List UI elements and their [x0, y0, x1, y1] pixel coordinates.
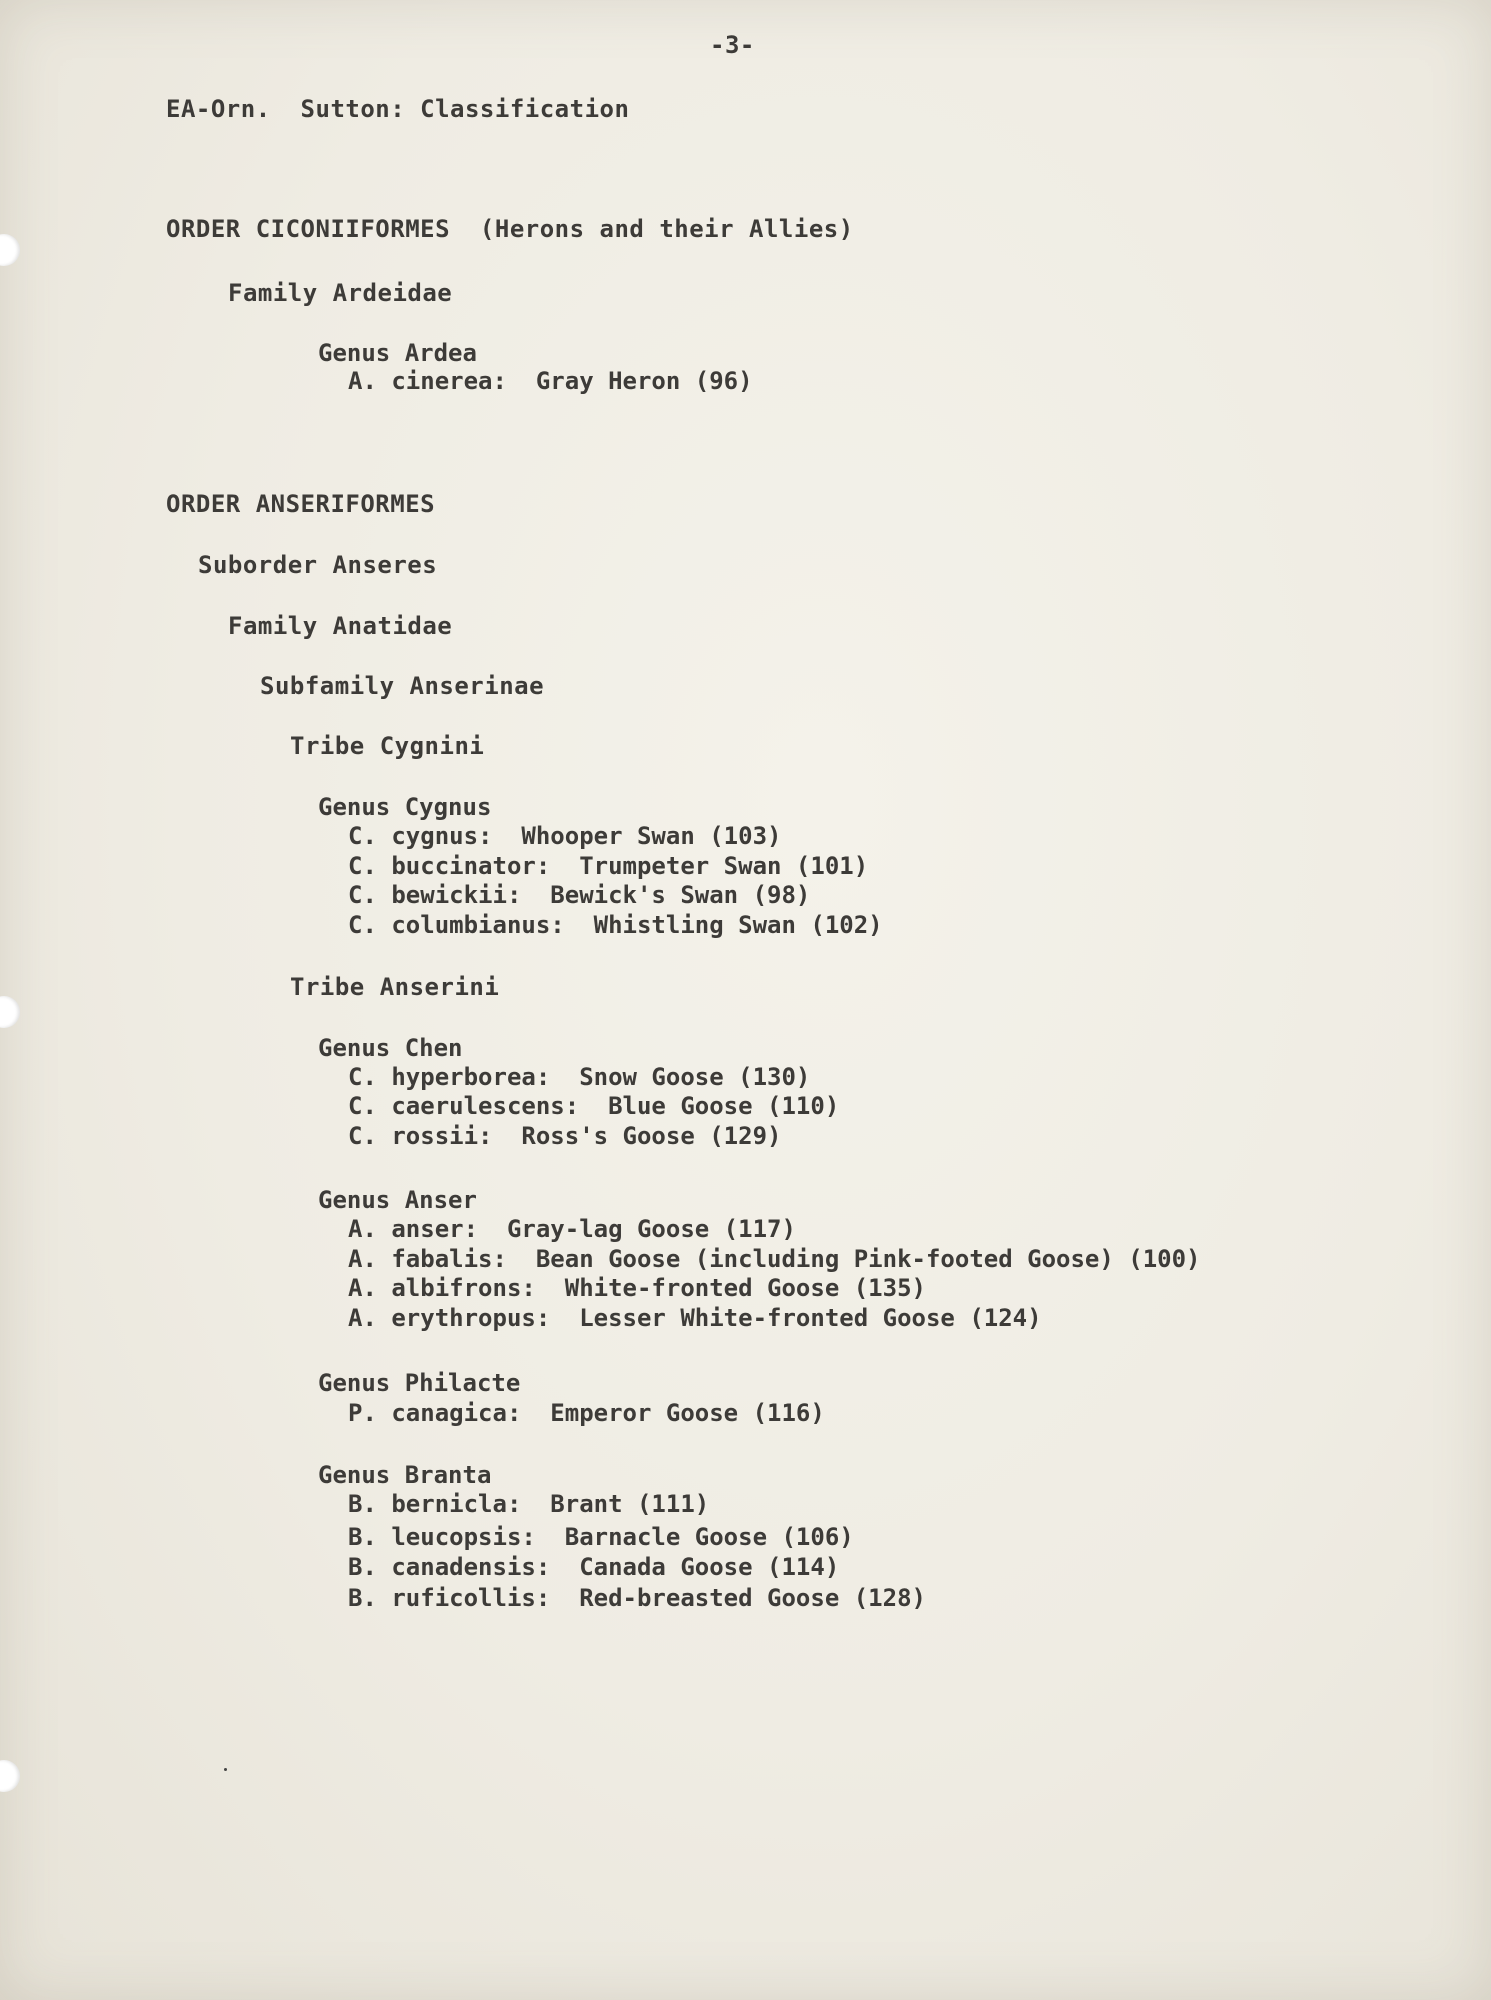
order-heading: ORDER CICONIIFORMES (Herons and their Allies)	[166, 215, 854, 243]
species-entry: C. rossii: Ross's Goose (129)	[348, 1122, 782, 1150]
species-entry: C. buccinator: Trumpeter Swan (101)	[348, 852, 869, 880]
species-entry: B. leucopsis: Barnacle Goose (106)	[348, 1523, 854, 1551]
species-entry: C. columbianus: Whistling Swan (102)	[348, 911, 883, 939]
subfamily-heading: Subfamily Anserinae	[260, 672, 545, 700]
species-entry: C. hyperborea: Snow Goose (130)	[348, 1063, 811, 1091]
species-entry: P. canagica: Emperor Goose (116)	[348, 1399, 825, 1427]
genus-heading: Genus Chen	[318, 1034, 463, 1062]
punch-hole	[0, 1760, 20, 1792]
species-entry: A. anser: Gray-lag Goose (117)	[348, 1215, 796, 1243]
family-heading: Family Anatidae	[228, 612, 453, 640]
species-entry: B. canadensis: Canada Goose (114)	[348, 1553, 840, 1581]
family-heading: Family Ardeidae	[228, 279, 453, 307]
species-entry: B. ruficollis: Red-breasted Goose (128)	[348, 1584, 926, 1612]
tribe-heading: Tribe Anserini	[290, 973, 500, 1001]
punch-hole	[0, 234, 20, 266]
genus-heading: Genus Branta	[318, 1461, 492, 1489]
species-entry: A. erythropus: Lesser White-fronted Goose (124)	[348, 1304, 1042, 1332]
punch-hole	[0, 996, 20, 1028]
ink-speck	[224, 1768, 227, 1771]
order-heading: ORDER ANSERIFORMES	[166, 490, 436, 518]
genus-heading: Genus Anser	[318, 1186, 477, 1214]
tribe-heading: Tribe Cygnini	[290, 732, 485, 760]
species-entry: C. caerulescens: Blue Goose (110)	[348, 1092, 840, 1120]
species-entry: A. fabalis: Bean Goose (including Pink-footed Goose) (100)	[348, 1245, 1201, 1273]
document-header: EA-Orn. Sutton: Classification	[166, 95, 630, 123]
genus-heading: Genus Ardea	[318, 339, 477, 367]
species-entry: A. albifrons: White-fronted Goose (135)	[348, 1274, 926, 1302]
suborder-heading: Suborder Anseres	[198, 551, 438, 579]
genus-heading: Genus Cygnus	[318, 793, 492, 821]
genus-heading: Genus Philacte	[318, 1369, 521, 1397]
species-entry: A. cinerea: Gray Heron (96)	[348, 367, 753, 395]
page-number: -3-	[710, 31, 755, 59]
species-entry: C. bewickii: Bewick's Swan (98)	[348, 881, 811, 909]
species-entry: B. bernicla: Brant (111)	[348, 1490, 710, 1518]
species-entry: C. cygnus: Whooper Swan (103)	[348, 822, 782, 850]
